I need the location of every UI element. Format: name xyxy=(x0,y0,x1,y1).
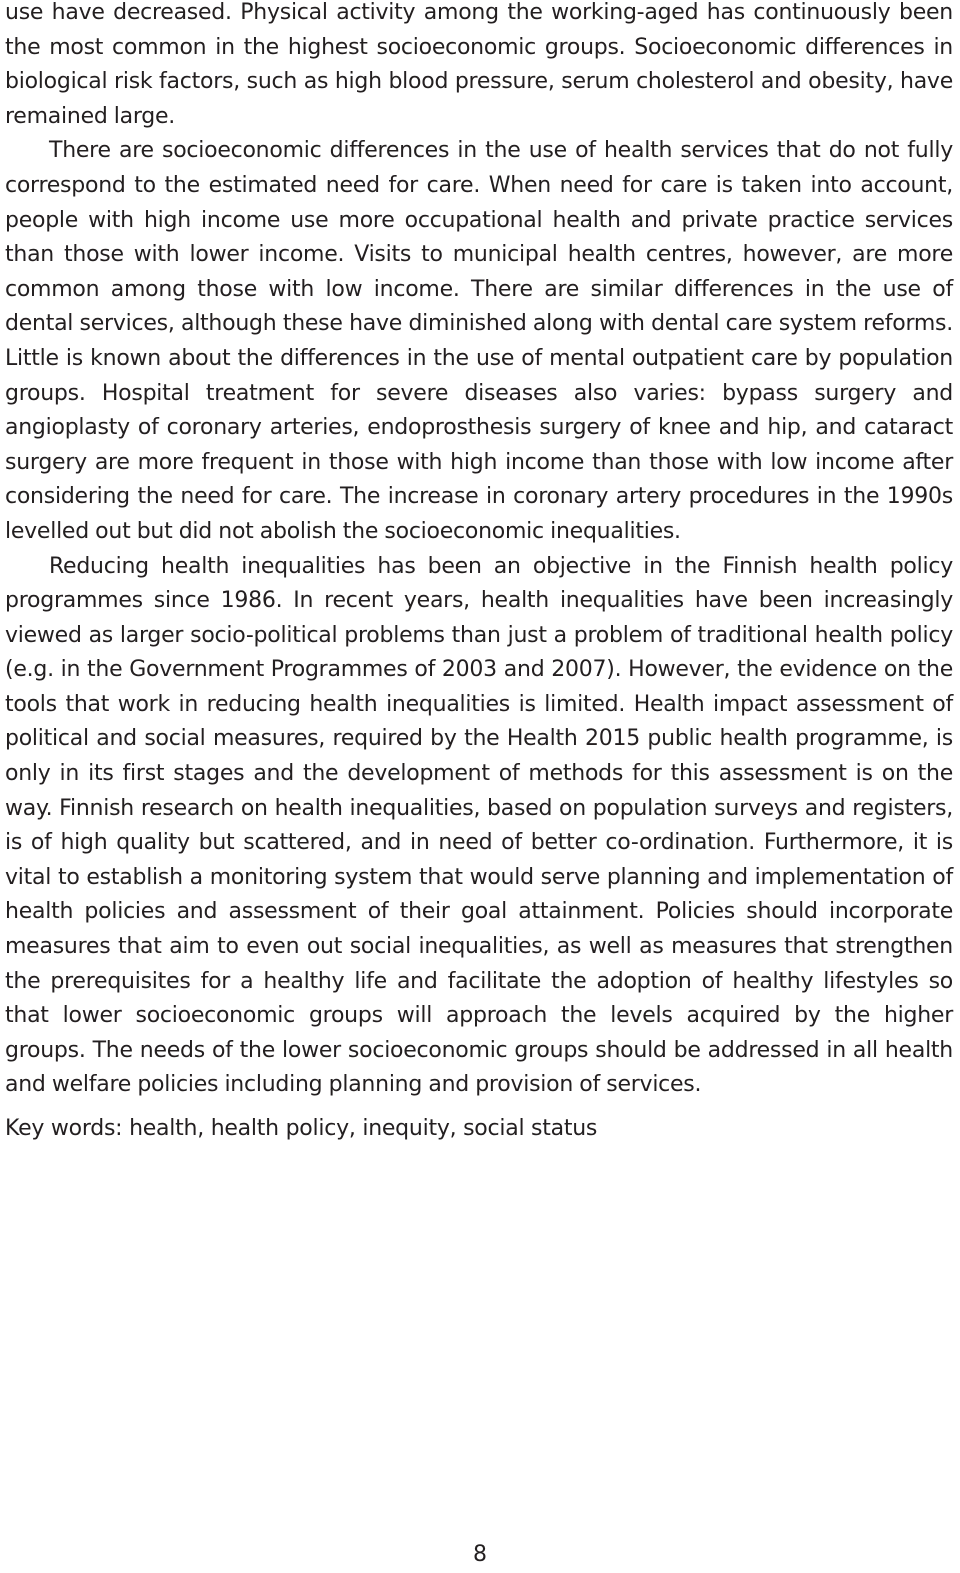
page-number: 8 xyxy=(473,1542,487,1567)
keywords-line: Key words: health, health policy, inequity, social status xyxy=(5,1116,598,1141)
paragraph-health-policy: Reducing health inequalities has been an objective in the Finnish health policy programmes since 1986. In recent years, health inequalities have been increasingly viewed as larger socio-political problems than just a problem of traditional health policy (e.g. in the Government Programmes of 2003 and 2007). However, the evidence on the tools that work in reducing health inequalities is limited. Health impact assessment of political and social measures, required by the Health 2015 public health programme, is only in its first stages and the development of methods for this assessment is on the way. Finnish research on health inequalities, based on population surveys and registers, is of high quality but scattered, and in need of better co-ordination. Furthermore, it is vital to establish a monitoring system that would serve planning and implementation of health policies and assessment of their goal attainment. Policies should incorporate measures that aim to even out social inequalities, as well as measures that strengthen the prerequisites for a healthy life and facilitate the adoption of healthy lifestyles so that lower socioeconomic groups will approach the levels acquired by the higher groups. The needs of the lower socioeconomic groups should be addressed in all health and welfare policies including planning and provision of services. xyxy=(5,553,953,1098)
document-page xyxy=(5,0,953,1146)
paragraph-health-services: There are socioeconomic differences in the use of health services that do not fully correspond to the estimated need for care. When need for care is taken into account, people with high income use more occupational health and private practice services than those with lower income. Visits to municipal health centres, however, are more common among those with low income. There are similar differences in the use of dental services, although these have diminished along with dental care system reforms. Little is known about the differences in the use of mental outpatient care by population groups. Hospital treatment for severe diseases also varies: bypass surgery and angioplasty of coronary arteries, endoprosthesis surgery of knee and hip, and cataract surgery are more frequent in those with high income than those with low income after considering the need for care. The increase in coronary artery procedures in the 1990s levelled out but did not abolish the socioeconomic inequalities. xyxy=(5,138,953,544)
paragraph-continuation: use have decreased. Physical activity among the working-aged has continuously been the most common in the highest socioeconomic groups. Socioeconomic differences in biological risk factors, such as high blood pressure, serum cholesterol and obesity, have remained large. xyxy=(5,0,953,129)
